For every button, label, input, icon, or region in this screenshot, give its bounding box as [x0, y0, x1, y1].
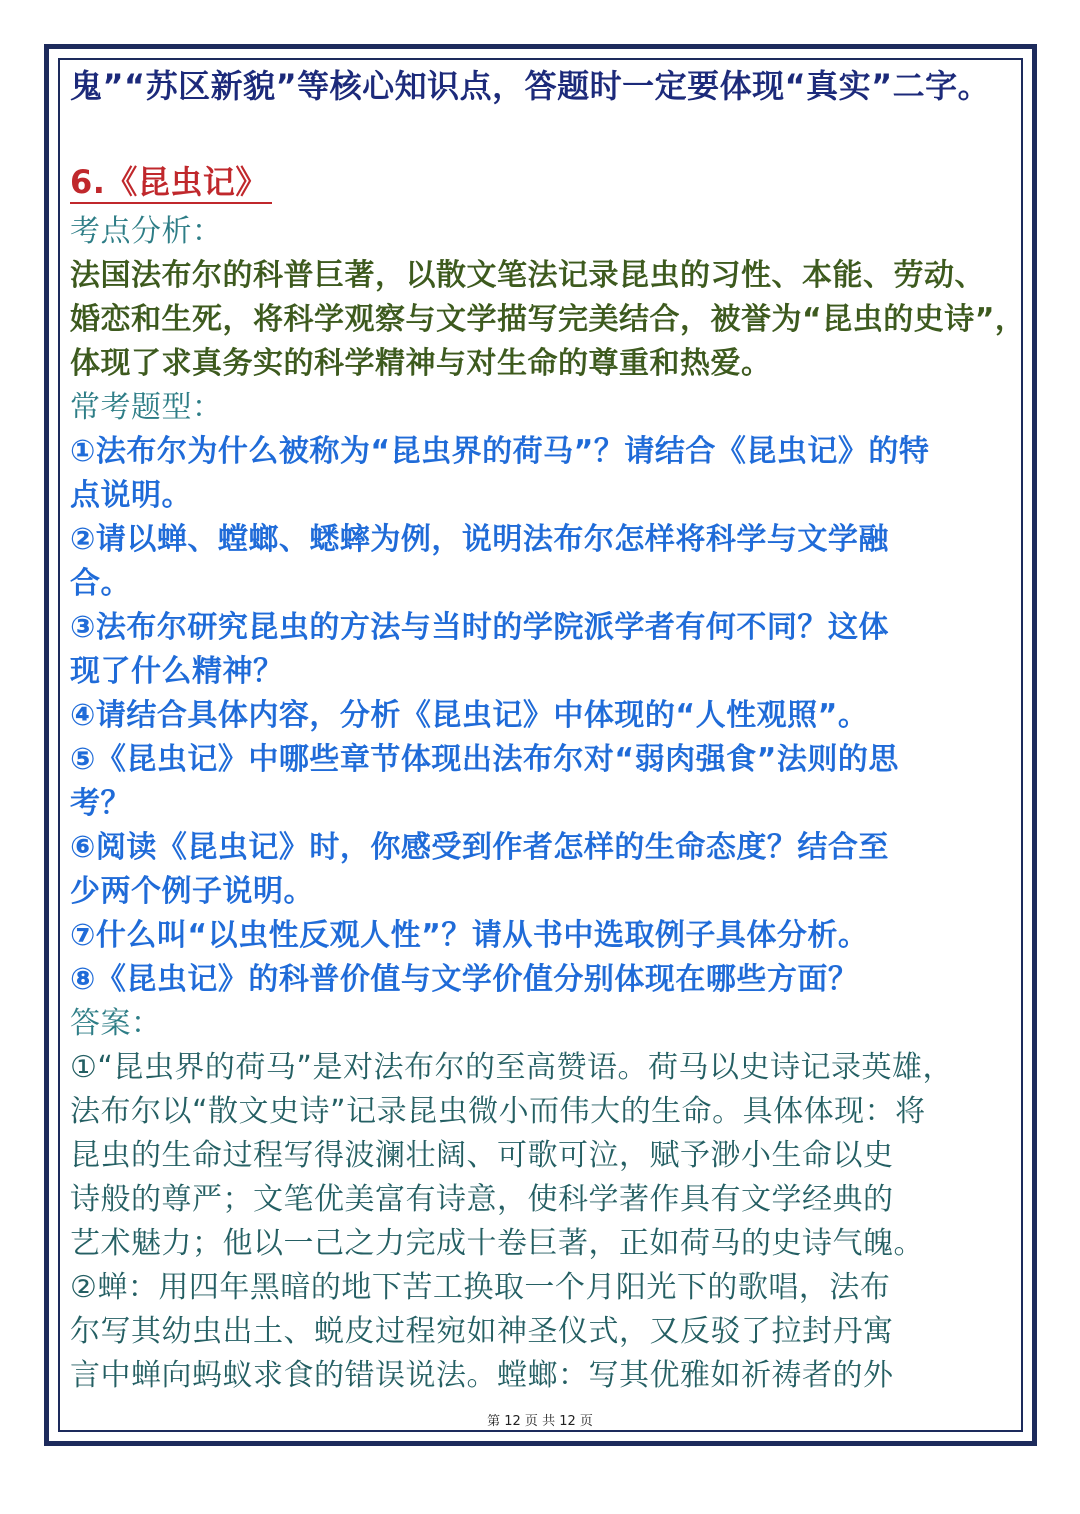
analysis-line: 体现了求真务实的科学精神与对生命的尊重和热爱。	[70, 346, 772, 381]
question-line: ⑥阅读《昆虫记》时，你感受到作者怎样的生命态度？结合至	[70, 830, 889, 865]
answer-line: 言中蝉向蚂蚁求食的错误说法。螳螂：写其优雅如祈祷者的外	[70, 1358, 894, 1393]
answer-line: ①“昆虫界的荷马”是对法布尔的至高赞语。荷马以史诗记录英雄，	[70, 1050, 953, 1085]
analysis-line: 法国法布尔的科普巨著，以散文笔法记录昆虫的习性、本能、劳动、	[70, 258, 985, 293]
section-title: 6.《昆虫记》	[70, 162, 272, 204]
answer-line: 昆虫的生命过程写得波澜壮阔、可歌可泣，赋予渺小生命以史	[70, 1138, 894, 1173]
analysis-line: 婚恋和生死，将科学观察与文学描写完美结合，被誉为“昆虫的史诗”，	[70, 302, 1026, 337]
question-line: ⑦什么叫“以虫性反观人性”？请从书中选取例子具体分析。	[70, 918, 869, 953]
page-content	[70, 64, 1026, 1398]
question-line: 少两个例子说明。	[70, 874, 314, 909]
question-line: 现了什么精神？	[70, 654, 284, 689]
page-footer: 第 12 页 共 12 页	[487, 1414, 593, 1429]
answer-line: 诗般的尊严；文笔优美富有诗意，使科学著作具有文学经典的	[70, 1182, 894, 1217]
answer-line: 尔写其幼虫出土、蜕皮过程宛如神圣仪式，又反驳了拉封丹寓	[70, 1314, 894, 1349]
question-line: 考？	[70, 786, 131, 821]
question-line: 合。	[70, 566, 131, 601]
intro-line: 鬼”“苏区新貌”等核心知识点，答题时一定要体现“真实”二字。	[70, 67, 991, 105]
analysis-heading: 考点分析：	[70, 214, 223, 249]
question-line: ④请结合具体内容，分析《昆虫记》中体现的“人性观照”。	[70, 698, 869, 733]
questions-heading: 常考题型：	[70, 390, 223, 425]
question-line: ⑧《昆虫记》的科普价值与文学价值分别体现在哪些方面？	[70, 962, 859, 997]
answer-line: 法布尔以“散文史诗”记录昆虫微小而伟大的生命。具体体现：将	[70, 1094, 926, 1129]
answer-line: ②蝉：用四年黑暗的地下苦工换取一个月阳光下的歌唱，法布	[70, 1270, 891, 1305]
question-line: ①法布尔为什么被称为“昆虫界的荷马”？请结合《昆虫记》的特	[70, 434, 930, 469]
question-line: ③法布尔研究昆虫的方法与当时的学院派学者有何不同？这体	[70, 610, 889, 645]
answer-line: 艺术魅力；他以一己之力完成十卷巨著，正如荷马的史诗气魄。	[70, 1226, 924, 1261]
answers-heading: 答案：	[70, 1006, 162, 1041]
question-line: ②请以蝉、螳螂、蟋蟀为例，说明法布尔怎样将科学与文学融	[70, 522, 889, 557]
question-line: 点说明。	[70, 478, 192, 513]
question-line: ⑤《昆虫记》中哪些章节体现出法布尔对“弱肉强食”法则的思	[70, 742, 899, 777]
